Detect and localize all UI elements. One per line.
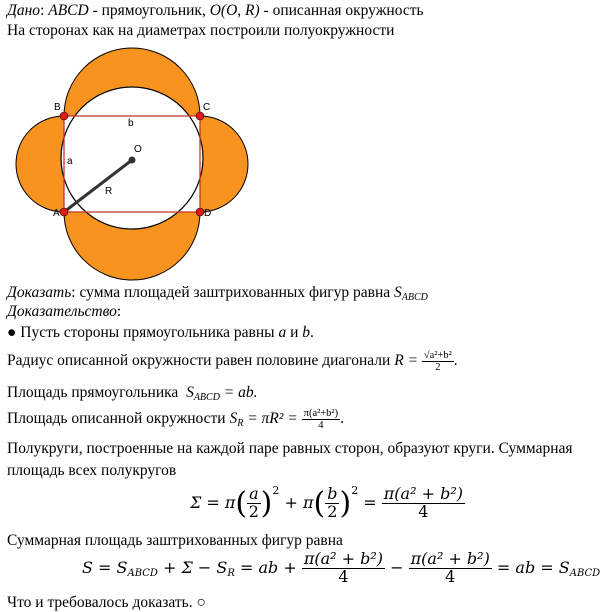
sigma-frac-a <box>247 486 261 521</box>
step-5-line-1: Полукруги, построенные на каждой паре равных сторон, образуют круги. Суммарная <box>7 440 573 457</box>
total-frac-1-den: 4 <box>338 566 349 586</box>
given-label: Дано <box>7 2 41 19</box>
step-1-a: a <box>278 324 287 341</box>
step-5-line-2: площадь всех полукругов <box>7 462 177 479</box>
prove-target-sub: ABCD <box>401 292 428 303</box>
point-c <box>196 112 204 120</box>
construction-text: На сторонах как на диаметрах построили полуокружности <box>7 22 395 39</box>
prove-line: Доказать: сумма площадей заштрихованных фигур равна $S_{ABCD}$ <box>7 284 428 303</box>
given-line: Дано: ABCD - прямоугольник, O(O, R) - описанная окружность <box>7 2 424 19</box>
sigma-result-num: π(a² + b²) <box>383 484 463 504</box>
total-sub-3: ABCD <box>569 567 600 579</box>
step-4-den: 4 <box>318 420 324 432</box>
point-a <box>60 208 68 216</box>
sigma-frac-b-den: 2 <box>327 502 338 521</box>
label-side-a: a <box>67 156 73 167</box>
total-eq-1: = ab + <box>240 557 297 577</box>
sigma-equation: Σ = π( $\frac{a}{2}$ )$^2$ + π( $\frac{b}{2}$ )$^2$ = $\frac{\text{π(a² + b²)}}{4}$ <box>190 484 463 521</box>
step-1-b: b <box>302 324 311 341</box>
label-c: C <box>203 102 211 113</box>
step-4: Площадь описанной окружности $S_R = \pi R^2$ = $\frac{\text{π(a²+b²)}}{4}$ . <box>7 408 344 432</box>
step-3 <box>7 384 258 403</box>
total-sub-1: ABCD <box>127 567 158 579</box>
total-mid: + Σ − S <box>163 557 228 577</box>
step-2-den: 2 <box>435 362 441 374</box>
total-frac-1-num: π(a² + b²) <box>303 549 384 568</box>
rect-text: - прямоугольник, <box>92 2 206 19</box>
total-equation <box>82 551 600 586</box>
conclusion: Что и требовалось доказать. ○ <box>7 594 206 611</box>
step-2-num: √a²+b² <box>423 350 452 361</box>
point-b <box>60 112 68 120</box>
step-2-lhs: R = <box>394 352 419 370</box>
radius-segment <box>64 160 132 212</box>
step-4-fraction <box>302 408 340 431</box>
step-3-s: S <box>186 384 194 401</box>
step-6: Суммарная площадь заштрихованных фигур равна <box>7 532 343 549</box>
step-1-text: Пусть стороны прямоугольника равны <box>20 324 275 341</box>
total-eq-2: = ab = S <box>496 557 570 577</box>
total-minus: − <box>390 557 404 577</box>
total-frac-2 <box>409 551 492 586</box>
step-4-rhs: = πR² = <box>247 410 298 428</box>
sigma-frac-b <box>325 486 339 521</box>
circle-text: - описанная окружность <box>263 2 424 19</box>
total-lhs: S = S <box>82 557 128 577</box>
sigma-plus: + π <box>284 493 314 512</box>
label-b: B <box>54 102 61 113</box>
label-side-b: b <box>128 118 134 129</box>
sigma-result-den: 4 <box>418 502 429 521</box>
total-sub-2: R <box>227 567 235 579</box>
step-4-s: S <box>229 410 238 428</box>
label-o: O <box>134 144 142 155</box>
total-frac-2-num: π(a² + b²) <box>410 549 490 568</box>
prove-label: Доказать <box>7 284 72 301</box>
sigma-frac-b-num: b <box>327 484 338 504</box>
sigma-frac-a-den: 2 <box>248 502 259 521</box>
left-lune <box>16 116 64 212</box>
sigma-eq: = <box>363 493 377 512</box>
proof-label: Доказательство <box>7 303 117 320</box>
step-2-text: Радиус описанной окружности равен половине диагонали <box>7 352 391 370</box>
step-4-text: Площадь описанной окружности <box>7 410 226 428</box>
prove-target: S <box>394 284 402 301</box>
right-lune <box>200 116 248 212</box>
bottom-lune <box>64 212 200 280</box>
point-o <box>129 157 136 164</box>
sigma-result <box>382 486 465 521</box>
geometry-figure <box>0 44 280 282</box>
rect-name: ABCD <box>48 2 89 19</box>
step-3-text: Площадь прямоугольника <box>7 384 179 401</box>
point-d <box>196 208 204 216</box>
bullet-icon: ● <box>7 324 17 341</box>
shaded-lunes <box>16 48 248 280</box>
step-3-rhs: = ab. <box>223 384 258 401</box>
step-4-num: π(a²+b²) <box>303 408 339 419</box>
proof-heading: Доказательство: <box>7 303 122 320</box>
label-radius: R <box>105 186 113 197</box>
sigma-frac-a-num: a <box>249 484 259 504</box>
step-4-sub: R <box>237 418 244 430</box>
prove-text: сумма площадей заштрихованных фигур равна <box>79 284 391 301</box>
step-1: ● Пусть стороны прямоугольника равны a и b. <box>7 324 314 341</box>
step-2: Радиус описанной окружности равен половине диагонали R = $\frac{\text{√a²+b²}}{2}$ . <box>7 350 458 374</box>
step-3-sub: ABCD <box>193 392 220 403</box>
label-a: A <box>53 208 60 219</box>
total-frac-2-den: 4 <box>445 566 456 586</box>
label-d: D <box>204 208 212 219</box>
step-2-fraction <box>422 350 454 373</box>
total-frac-1 <box>302 551 385 586</box>
step-1-and: и <box>290 324 299 341</box>
circle-name: O(O, R) <box>209 2 260 19</box>
sigma-lhs: Σ = π <box>190 493 236 512</box>
